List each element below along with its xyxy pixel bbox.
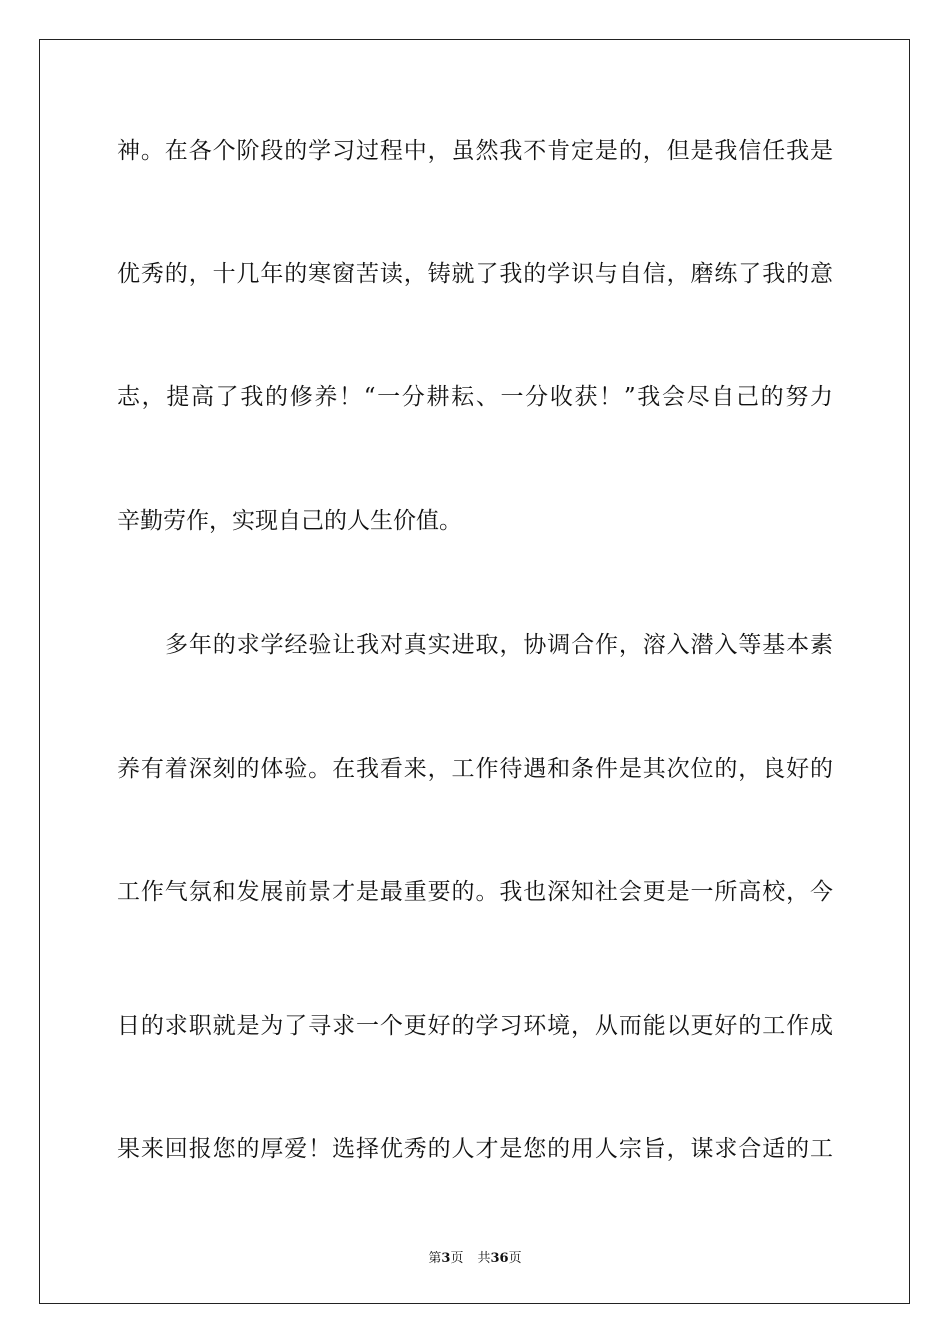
footer-page-suffix: 页	[450, 1251, 464, 1266]
footer-total-pages: 36	[490, 1251, 509, 1266]
footer-total-suffix: 页	[508, 1251, 522, 1266]
body-text-line-5: 多年的求学经验让我对真实进取，协调合作，溶入潜入等基本素	[165, 632, 833, 658]
page-border	[39, 39, 910, 1304]
body-text-line-1: 神。在各个阶段的学习过程中，虽然我不肯定是的，但是我信任我是	[117, 138, 833, 164]
footer-total-prefix: 共	[477, 1251, 491, 1266]
page-footer	[0, 1247, 950, 1266]
body-text-line-3: 志，提高了我的修养！“一分耕耘、一分收获！”我会尽自己的努力	[117, 384, 833, 410]
body-text-line-6: 养有着深刻的体验。在我看来，工作待遇和条件是其次位的，良好的	[117, 756, 833, 782]
body-text-line-8: 日的求职就是为了寻求一个更好的学习环境，从而能以更好的工作成	[117, 1013, 833, 1039]
footer-page-number: 3	[441, 1251, 451, 1266]
body-text-line-4: 辛勤劳作，实现自己的人生价值。	[117, 508, 462, 534]
body-text-line-9: 果来回报您的厚爱！选择优秀的人才是您的用人宗旨，谋求合适的工	[117, 1136, 833, 1162]
body-text-line-2: 优秀的，十几年的寒窗苦读，铸就了我的学识与自信，磨练了我的意	[117, 261, 833, 287]
body-text-line-7: 工作气氛和发展前景才是最重要的。我也深知社会更是一所高校，今	[117, 879, 833, 905]
footer-page-prefix: 第	[428, 1251, 442, 1266]
